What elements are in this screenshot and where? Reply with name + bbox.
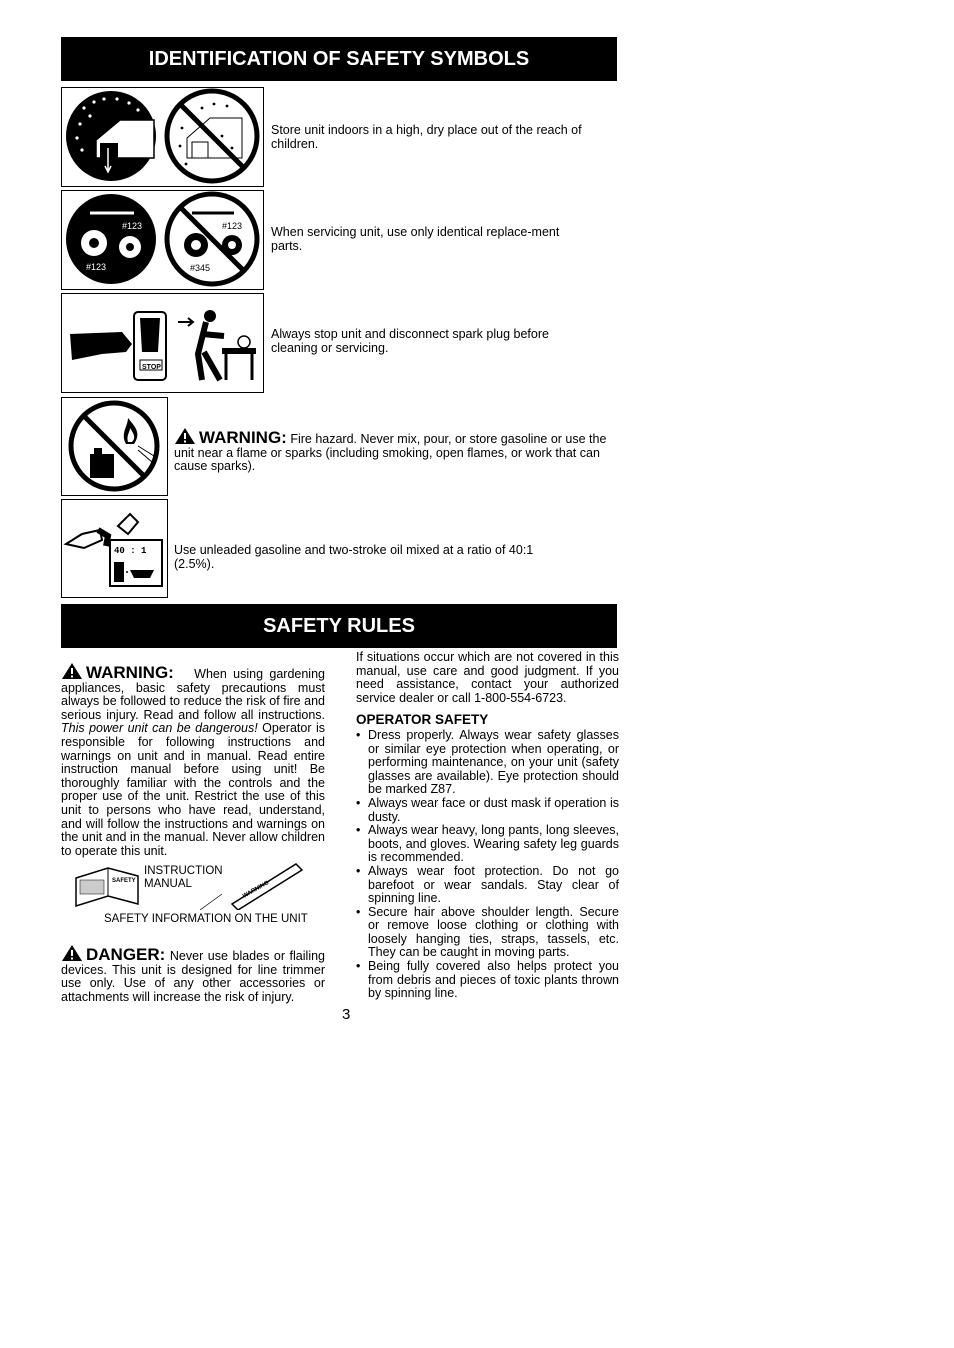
warning-word: WARNING: xyxy=(86,663,174,682)
warning-italic: This power unit can be dangerous! xyxy=(61,721,258,736)
section-title: IDENTIFICATION OF SAFETY SYMBOLS xyxy=(148,47,530,70)
part-label: #345 xyxy=(190,263,211,273)
section-banner-safety-rules xyxy=(61,604,617,648)
list-item: • Being fully covered also helps protect you from debris and pieces of toxic plants thrown by spinning line. xyxy=(356,960,619,1001)
left-column xyxy=(61,662,325,858)
stop-spark-plug-icon xyxy=(61,293,264,393)
symbol-text-fire xyxy=(174,427,614,474)
ratio-label: 40 : 1 xyxy=(114,546,147,556)
section-title: SAFETY RULES xyxy=(263,614,415,637)
list-item: • Dress properly. Always wear safety glasses or similar eye protection when operating, or performing maintenance, on your unit (safety glasses are available). Eye protection should be marked Z87. xyxy=(356,729,619,797)
list-item: • Always wear heavy, long pants, long sleeves, boots, and gloves. Wearing safety leg guards is recommended. xyxy=(356,824,619,865)
warning-word: WARNING: xyxy=(199,428,287,447)
symbol-text-store: Store unit indoors in a high, dry place out of the reach of children. xyxy=(271,123,582,151)
right-column xyxy=(356,651,619,1001)
symbol-text-parts: When servicing unit, use only identical replace-ment parts. xyxy=(271,225,560,253)
symbol-text-fuel: Use unleaded gasoline and two-stroke oil mixed at a ratio of 40:1 (2.5%). xyxy=(174,543,534,571)
part-label: #123 xyxy=(86,262,107,272)
safety-info-figure xyxy=(72,858,332,938)
intro-paragraph: If situations occur which are not covered in this manual, use care and good judgment. If you need assistance, contact your authorized service dealer or call 1-800-554-6723. xyxy=(356,650,619,705)
fire-warning-text: Fire hazard. Never mix, pour, or store gasoline or use the unit near a flame or sparks (including smoking, open flames, or work that can cause sparks). xyxy=(174,432,607,473)
manual-label-line-1: INSTRUCTION xyxy=(144,865,223,877)
identical-parts-icon xyxy=(61,190,264,290)
symbol-text-stop: Always stop unit and disconnect spark plug before cleaning or servicing. xyxy=(271,327,549,355)
fuel-mix-icon xyxy=(61,499,168,598)
store-indoors-icon xyxy=(61,87,264,187)
danger-triangle-icon xyxy=(61,944,83,962)
danger-word: DANGER: xyxy=(86,945,166,964)
manual-label xyxy=(144,865,223,890)
danger-text: Never use blades or flailing devices. This unit is designed for line trimmer use only. Use of any other accessories or attachments will increase the risk of injury. xyxy=(61,949,325,1004)
section-banner-safety-symbols xyxy=(61,37,617,81)
warning-paragraph xyxy=(61,662,325,858)
list-item: • Secure hair above shoulder length. Secure or remove loose clothing or clothing with loosely hanging ties, straps, tassels, etc. They can be caught in moving parts. xyxy=(356,906,619,960)
no-flame-icon xyxy=(61,397,168,496)
warning-triangle-icon xyxy=(61,662,83,680)
list-item: • Always wear foot protection. Do not go barefoot or wear sandals. Stay clear of spinning line. xyxy=(356,865,619,906)
part-label: #123 xyxy=(122,221,143,231)
stop-label: STOP xyxy=(142,364,161,371)
decal-label: WARNING xyxy=(242,880,271,900)
book-label: SAFETY xyxy=(112,878,136,884)
danger-paragraph xyxy=(61,944,325,1004)
manual-label-line-2: MANUAL xyxy=(144,877,192,890)
operator-safety-heading: OPERATOR SAFETY xyxy=(356,712,489,728)
page-number: 3 xyxy=(342,1006,351,1023)
warning-triangle-icon xyxy=(174,427,196,445)
warning-text: When using gardening appliances, basic safety precautions must always be followed to reduce the risk of fire and serious injury. Read and follow all instructions. xyxy=(61,667,325,722)
operator-safety-list xyxy=(356,729,619,1001)
warning-text-2: Operator is responsible for following instructions and warnings on unit and in manual. Read entire instruction manual before using unit! Be thoroughly familiar with the controls and the proper use of the unit. Restrict the use of this unit to persons who have read, understand, and will follow the instructions and warnings on the unit and in the manual. Never allow children to operate this unit. xyxy=(61,721,325,858)
figure-caption: SAFETY INFORMATION ON THE UNIT xyxy=(104,913,308,925)
part-label: #123 xyxy=(222,221,243,231)
list-item: • Always wear face or dust mask if operation is dusty. xyxy=(356,797,619,824)
